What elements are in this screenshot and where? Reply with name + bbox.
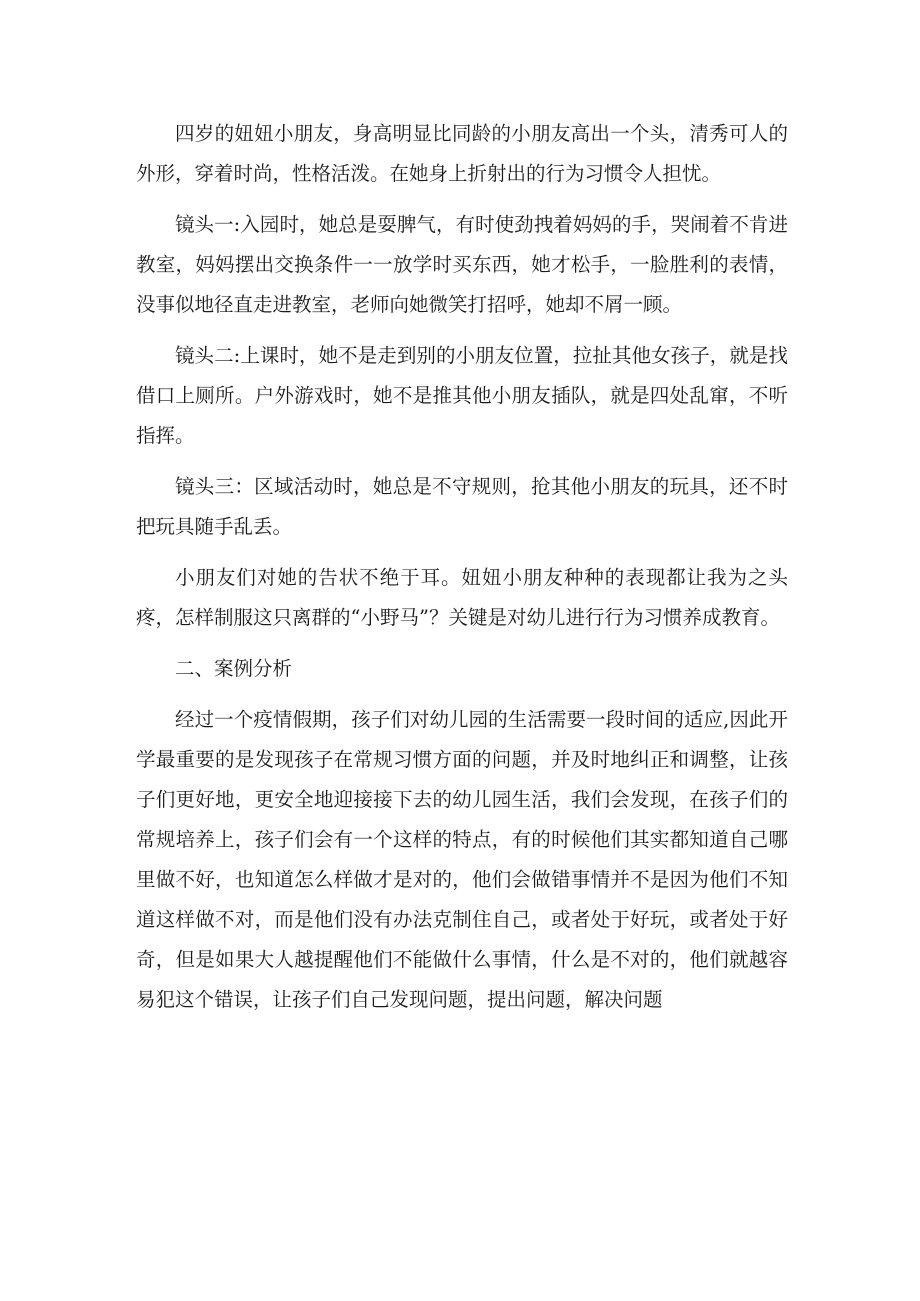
paragraph-summary: 小朋友们对她的告状不绝于耳。妞妞小朋友种种的表现都让我为之头疼，怎样制服这只离群的“小野马”？关键是对幼儿进行行为习惯养成教育。 [136,566,788,629]
paragraph-scene-two: 镜头二:上课时，她不是走到别的小朋友位置，拉扯其他女孩子，就是找借口上厕所。户外游戏时，她不是推其他小朋友插队，就是四处乱窜，不听指挥。 [136,344,788,447]
paragraph-scene-three: 镜头三：区域活动时，她总是不守规则，抢其他小朋友的玩具，还不时把玩具随手乱丢。 [136,475,788,538]
paragraph-scene-one: 镜头一:入园时，她总是耍脾气，有时使劲拽着妈妈的手，哭闹着不肯进教室，妈妈摆出交换条件一一放学时买东西，她才松手，一脸胜利的表情，没事似地径直走进教室，老师向她微笑打招呼，她却不屑一顾。 [136,213,788,316]
paragraph-intro: 四岁的妞妞小朋友，身高明显比同龄的小朋友高出一个头，清秀可人的外形，穿着时尚，性格活泼。在她身上折射出的行为习惯令人担忧。 [136,122,788,185]
section-heading-case-analysis: 二、案例分析 [175,657,293,680]
paragraph-analysis: 经过一个疫情假期，孩子们对幼儿园的生活需要一段时间的适应,因此开学最重要的是发现孩子在常规习惯方面的问题，并及时地纠正和调整，让孩子们更好地，更安全地迎接接下去的幼儿园生活，我们会发现，在孩子们的常规培养上，孩子们会有一个这样的特点，有的时候他们其实都知道自己哪里做不好，也知道怎么样做才是对的，他们会做错事情并不是因为他们不知道这样做不对，而是他们没有办法克制住自己，或者处于好玩，或者处于好奇，但是如果大人越提醒他们不能做什么事情，什么是不对的，他们就越容易犯这个错误，让孩子们自己发现问题，提出问题，解决问题 [136,708,788,1011]
document-body [136,114,788,1020]
